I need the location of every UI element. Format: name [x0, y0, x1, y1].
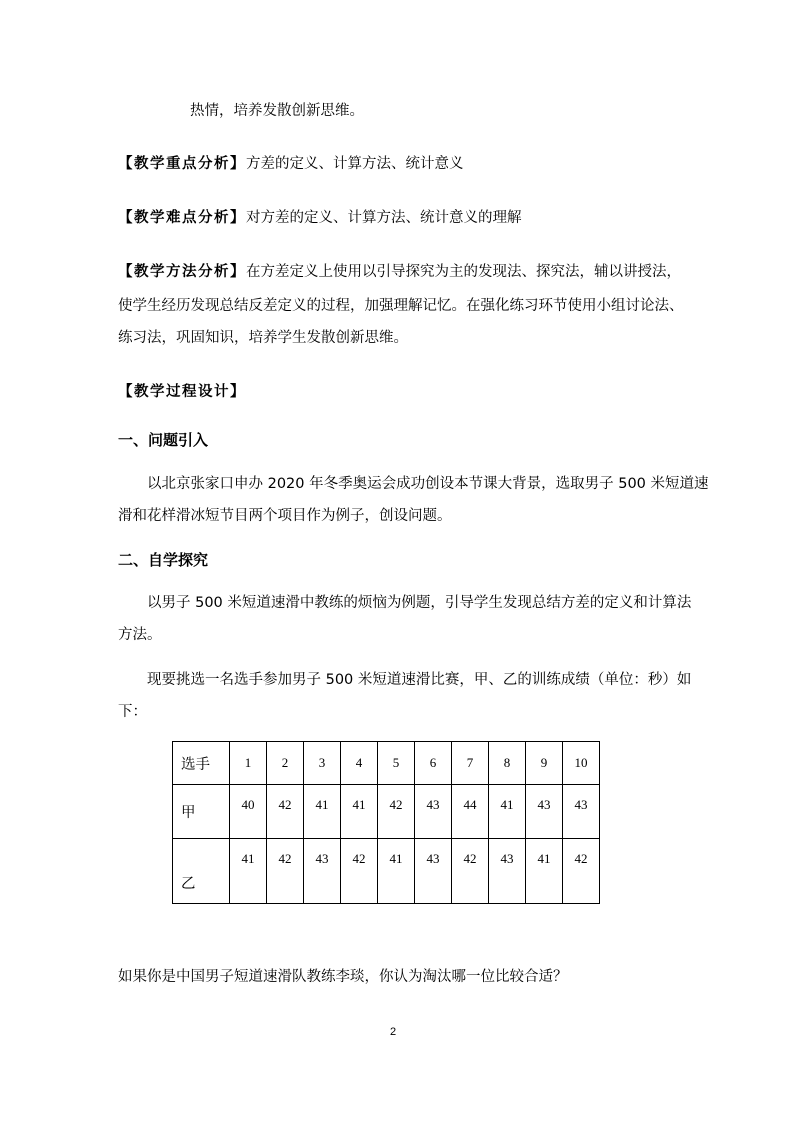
- table-header-row: [173, 742, 600, 785]
- difficulty-label: 【教学难点分析】: [118, 209, 246, 226]
- header-cell: 1: [230, 742, 267, 785]
- table-cell: 42: [378, 785, 415, 839]
- paragraph-line: 滑和花样滑冰短节目两个项目作为例子，创设问题。: [118, 508, 452, 524]
- table-cell: 42: [267, 839, 304, 904]
- table-cell: 43: [415, 785, 452, 839]
- paragraph-line: 方法。: [118, 627, 162, 643]
- paragraph-line: 现要挑选一名选手参加男子 500 米短道速滑比赛，甲、乙的训练成绩（单位：秒）如: [147, 672, 692, 688]
- question-line: 如果你是中国男子短道速滑队教练李琰，你认为淘汰哪一位比较合适？: [118, 969, 568, 985]
- header-cell: 2: [267, 742, 304, 785]
- table-cell: 41: [378, 839, 415, 904]
- paragraph-line: 热情，培养发散创新思维。: [190, 103, 364, 119]
- table-cell: 41: [526, 839, 563, 904]
- method-line: [118, 262, 681, 282]
- score-table: [172, 741, 600, 904]
- table-cell: 41: [341, 785, 378, 839]
- row-label: 乙: [173, 839, 230, 904]
- row-label: 甲: [173, 785, 230, 839]
- table-cell: 42: [341, 839, 378, 904]
- section-title: 一、问题引入: [118, 431, 209, 449]
- header-cell: 10: [563, 742, 600, 785]
- table-cell: 42: [267, 785, 304, 839]
- page-number: 2: [390, 1026, 397, 1038]
- table-cell: 43: [304, 839, 341, 904]
- header-cell: 9: [526, 742, 563, 785]
- process-label: 【教学过程设计】: [118, 383, 246, 400]
- header-cell: 7: [452, 742, 489, 785]
- difficulty-text: 对方差的定义、计算方法、统计意义的理解: [246, 210, 522, 226]
- header-cell: 6: [415, 742, 452, 785]
- table-cell: 44: [452, 785, 489, 839]
- key-point-text: 方差的定义、计算方法、统计意义: [246, 156, 464, 172]
- table-cell: 41: [304, 785, 341, 839]
- table-cell: 43: [415, 839, 452, 904]
- paragraph-line: 下：: [118, 704, 147, 720]
- paragraph-line: 练习法，巩固知识，培养学生发散创新思维。: [118, 330, 408, 346]
- header-cell: 3: [304, 742, 341, 785]
- header-cell: 4: [341, 742, 378, 785]
- header-cell: 选手: [173, 742, 230, 785]
- table-cell: 41: [230, 839, 267, 904]
- table-cell: 43: [526, 785, 563, 839]
- table-row: [173, 785, 600, 839]
- section-title: 二、自学探究: [118, 551, 209, 569]
- table-cell: 42: [452, 839, 489, 904]
- header-cell: 5: [378, 742, 415, 785]
- table-row: [173, 839, 600, 904]
- method-label: 【教学方法分析】: [118, 263, 246, 280]
- table-cell: 43: [489, 839, 526, 904]
- table-cell: 42: [563, 839, 600, 904]
- paragraph-line: 以男子 500 米短道速滑中教练的烦恼为例题，引导学生发现总结方差的定义和计算法: [147, 595, 692, 611]
- paragraph-line: 以北京张家口申办 2020 年冬季奥运会成功创设本节课大背景，选取男子 500 米短道速: [147, 476, 709, 492]
- table-cell: 40: [230, 785, 267, 839]
- paragraph-line: 使学生经历发现总结反差定义的过程，加强理解记忆。在强化练习环节使用小组讨论法、: [118, 298, 684, 314]
- key-point-line: [118, 154, 464, 174]
- header-cell: 8: [489, 742, 526, 785]
- method-text: 在方差定义上使用以引导探究为主的发现法、探究法，辅以讲授法，: [246, 264, 681, 280]
- key-point-label: 【教学重点分析】: [118, 155, 246, 172]
- table-cell: 43: [563, 785, 600, 839]
- table-cell: 41: [489, 785, 526, 839]
- difficulty-line: [118, 208, 522, 228]
